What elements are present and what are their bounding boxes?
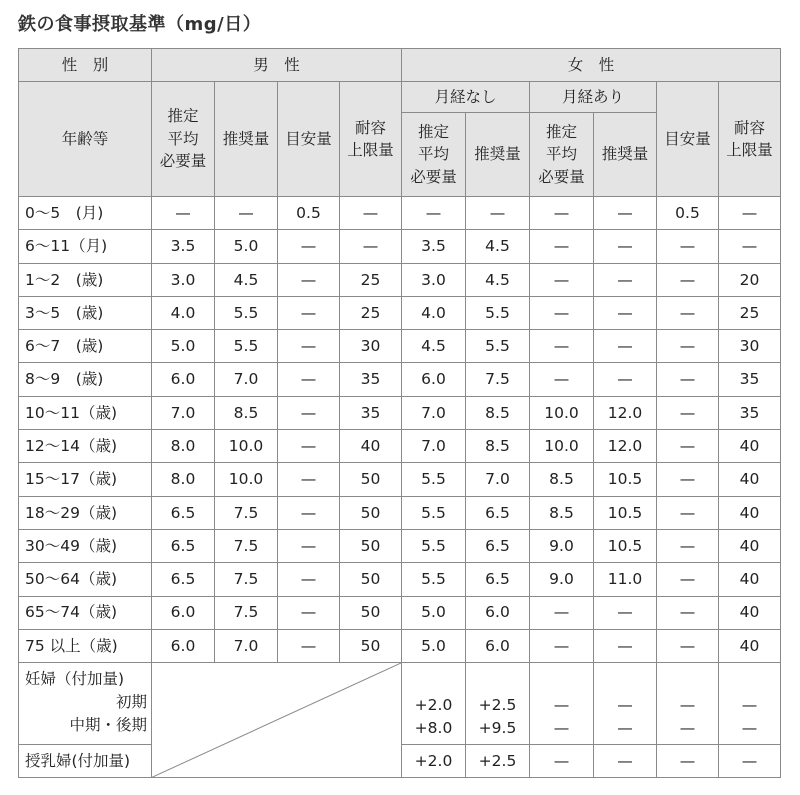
pregnant-f2-ear: [530, 663, 594, 745]
value-cell-f-ai: —: [657, 463, 719, 496]
value-cell-f2-ear: 10.0: [530, 396, 594, 429]
value-cell-m-ear: —: [152, 197, 215, 230]
table-footer-groups: [19, 663, 781, 778]
value-cell-f2-ear: 9.0: [530, 563, 594, 596]
header-f-ul: [719, 82, 781, 197]
value-cell-f2-ear: 8.5: [530, 496, 594, 529]
value-cell-f2-ear: —: [530, 330, 594, 363]
header-with-menses: 月経あり: [530, 82, 657, 113]
value-cell-m-ear: 6.0: [152, 363, 215, 396]
header-m-ul: [340, 82, 402, 197]
value-cell-f-ai: —: [657, 296, 719, 329]
value-cell-f1-ear: 4.0: [402, 296, 466, 329]
table-row: [19, 396, 781, 429]
value-cell-f2-rda: 12.0: [594, 430, 657, 463]
value-cell-f1-ear: 5.0: [402, 629, 466, 662]
value-cell-m-rda: 5.0: [215, 230, 278, 263]
header-male: 男 性: [152, 49, 402, 82]
value-cell-f1-ear: 7.0: [402, 430, 466, 463]
table-row: [19, 529, 781, 562]
header-f1-ear-line1: 推定: [417, 122, 449, 141]
value-cell-f-ul: 20: [719, 263, 781, 296]
value-cell-m-rda: 10.0: [215, 463, 278, 496]
header-m-ul-line2: 上限量: [347, 141, 394, 159]
pregnant-f1-ear-early: +2.0: [414, 695, 453, 714]
value-cell-f1-rda: 8.5: [466, 430, 530, 463]
pregnant-f1-rda-mid: +9.5: [478, 718, 517, 737]
age-group-cell: 8～9 (歳): [19, 363, 152, 396]
value-cell-m-ul: 25: [340, 296, 402, 329]
header-m-ul-line1: 耐容: [354, 118, 386, 137]
value-cell-m-ai: —: [278, 430, 340, 463]
value-cell-f2-rda: —: [594, 330, 657, 363]
header-age: 年齢等: [19, 82, 152, 197]
age-group-cell: 15～17（歳): [19, 463, 152, 496]
diagonal-slash-line: [152, 663, 401, 777]
value-cell-f1-rda: —: [466, 197, 530, 230]
value-cell-f-ul: 30: [719, 330, 781, 363]
value-cell-m-ai: —: [278, 363, 340, 396]
pregnant-label-cell: [19, 663, 152, 745]
value-cell-f1-ear: 5.5: [402, 529, 466, 562]
value-cell-m-ul: 50: [340, 629, 402, 662]
header-no-menses: 月経なし: [402, 82, 530, 113]
value-cell-m-rda: 5.5: [215, 296, 278, 329]
value-cell-f-ul: 40: [719, 430, 781, 463]
iron-intake-table-wrapper: [18, 48, 781, 778]
value-cell-f2-rda: 11.0: [594, 563, 657, 596]
value-cell-m-rda: 7.5: [215, 496, 278, 529]
value-cell-f2-ear: 8.5: [530, 463, 594, 496]
value-cell-m-rda: —: [215, 197, 278, 230]
table-row: [19, 430, 781, 463]
value-cell-f1-ear: 7.0: [402, 396, 466, 429]
value-cell-f1-rda: 7.5: [466, 363, 530, 396]
value-cell-f2-rda: —: [594, 629, 657, 662]
value-cell-m-ear: 6.5: [152, 529, 215, 562]
age-group-cell: 18～29（歳): [19, 496, 152, 529]
header-f2-ear-line2: 平均: [545, 145, 577, 164]
value-cell-f1-ear: 5.5: [402, 563, 466, 596]
value-cell-f-ai: —: [657, 230, 719, 263]
value-cell-m-ul: 35: [340, 363, 402, 396]
value-cell-f1-rda: 6.5: [466, 563, 530, 596]
pregnant-f2-rda: [594, 663, 657, 745]
table-row: [19, 596, 781, 629]
value-cell-m-ul: 50: [340, 529, 402, 562]
table-row: [19, 296, 781, 329]
age-group-cell: 1～2 (歳): [19, 263, 152, 296]
value-cell-f1-ear: 5.5: [402, 463, 466, 496]
header-m-ai: 目安量: [278, 82, 340, 197]
age-group-cell: 75 以上（歳): [19, 629, 152, 662]
value-cell-m-ai: —: [278, 563, 340, 596]
value-cell-f2-ear: —: [530, 296, 594, 329]
value-cell-f2-rda: 10.5: [594, 529, 657, 562]
age-group-cell: 30～49（歳): [19, 529, 152, 562]
age-group-cell: 12～14（歳): [19, 430, 152, 463]
value-cell-m-ai: —: [278, 496, 340, 529]
value-cell-f2-ear: —: [530, 263, 594, 296]
value-cell-f-ul: 35: [719, 396, 781, 429]
value-cell-f-ai: —: [657, 363, 719, 396]
header-f2-ear-line1: 推定: [545, 122, 577, 141]
value-cell-f-ai: —: [657, 563, 719, 596]
value-cell-f2-rda: —: [594, 263, 657, 296]
value-cell-f1-ear: 6.0: [402, 363, 466, 396]
pregnant-f2-rda-early: —: [617, 695, 633, 714]
value-cell-m-ul: 35: [340, 396, 402, 429]
header-f-ul-line1: 耐容: [733, 118, 765, 137]
value-cell-f-ai: —: [657, 596, 719, 629]
pregnant-row: [19, 663, 781, 745]
value-cell-f-ul: 35: [719, 363, 781, 396]
value-cell-f2-ear: —: [530, 596, 594, 629]
pregnant-f2-rda-mid: —: [617, 718, 633, 737]
value-cell-m-ai: —: [278, 529, 340, 562]
header-f1-ear-line2: 平均: [417, 145, 449, 164]
value-cell-f-ai: —: [657, 263, 719, 296]
male-not-applicable-cell: [152, 663, 402, 778]
value-cell-m-ear: 5.0: [152, 330, 215, 363]
value-cell-f-ai: —: [657, 529, 719, 562]
pregnant-f-ai: [657, 663, 719, 745]
value-cell-f2-rda: 10.5: [594, 496, 657, 529]
value-cell-f1-ear: 4.5: [402, 330, 466, 363]
value-cell-m-ear: 6.5: [152, 563, 215, 596]
value-cell-f2-ear: —: [530, 363, 594, 396]
header-f1-rda: 推奨量: [466, 113, 530, 197]
table-row: [19, 230, 781, 263]
header-sex: 性 別: [19, 49, 152, 82]
value-cell-f1-ear: —: [402, 197, 466, 230]
value-cell-m-ai: —: [278, 629, 340, 662]
pregnant-f1-ear: [402, 663, 466, 745]
age-group-cell: 6～11（月): [19, 230, 152, 263]
value-cell-f2-rda: —: [594, 296, 657, 329]
header-f1-ear-line3: 必要量: [410, 167, 457, 186]
age-group-cell: 10～11（歳): [19, 396, 152, 429]
value-cell-m-rda: 7.5: [215, 529, 278, 562]
table-row: [19, 629, 781, 662]
header-f2-rda: 推奨量: [594, 113, 657, 197]
lactating-f-ul: —: [719, 745, 781, 778]
pregnant-label: 妊婦（付加量): [25, 670, 125, 689]
value-cell-m-ear: 8.0: [152, 463, 215, 496]
value-cell-m-ai: —: [278, 596, 340, 629]
header-f-ai: 目安量: [657, 82, 719, 197]
value-cell-f-ul: —: [719, 230, 781, 263]
value-cell-m-ai: —: [278, 296, 340, 329]
value-cell-m-ul: 40: [340, 430, 402, 463]
header-m-ear-line2: 平均: [167, 129, 199, 148]
value-cell-m-ear: 3.0: [152, 263, 215, 296]
value-cell-m-ul: 50: [340, 563, 402, 596]
table-row: [19, 363, 781, 396]
lactating-f2-ear: —: [530, 745, 594, 778]
value-cell-m-ai: —: [278, 263, 340, 296]
pregnant-f1-rda-early: +2.5: [478, 695, 517, 714]
value-cell-m-ul: 50: [340, 596, 402, 629]
value-cell-f-ul: —: [719, 197, 781, 230]
value-cell-f-ul: 40: [719, 463, 781, 496]
value-cell-f-ul: 40: [719, 529, 781, 562]
header-f1-ear: [402, 113, 466, 197]
value-cell-f1-rda: 6.5: [466, 529, 530, 562]
pregnant-f-ul-early: —: [741, 695, 758, 714]
value-cell-f2-rda: —: [594, 197, 657, 230]
value-cell-m-rda: 7.0: [215, 363, 278, 396]
pregnant-mid-late-label: 中期・後期: [69, 716, 147, 735]
value-cell-m-rda: 7.0: [215, 629, 278, 662]
header-m-ear-line1: 推定: [167, 107, 199, 126]
value-cell-f1-rda: 7.0: [466, 463, 530, 496]
value-cell-f1-ear: 3.0: [402, 263, 466, 296]
pregnant-f1-rda: [466, 663, 530, 745]
lactating-label: 授乳婦(付加量): [19, 745, 152, 778]
table-header: [19, 49, 781, 197]
value-cell-f2-ear: —: [530, 197, 594, 230]
value-cell-f2-rda: —: [594, 230, 657, 263]
value-cell-m-ai: 0.5: [278, 197, 340, 230]
header-female: 女 性: [402, 49, 781, 82]
pregnant-f2-ear-early: —: [553, 695, 570, 714]
pregnant-f-ai-early: —: [679, 695, 696, 714]
lactating-f-ai: —: [657, 745, 719, 778]
table-row: [19, 197, 781, 230]
table-row: [19, 496, 781, 529]
value-cell-f2-ear: 9.0: [530, 529, 594, 562]
value-cell-f-ul: 40: [719, 596, 781, 629]
age-group-cell: 6～7 (歳): [19, 330, 152, 363]
pregnant-f-ai-mid: —: [679, 718, 696, 737]
pregnant-f2-ear-mid: —: [553, 718, 570, 737]
value-cell-f-ul: 40: [719, 496, 781, 529]
header-row-menses: [19, 82, 781, 113]
table-row: [19, 263, 781, 296]
value-cell-f1-rda: 8.5: [466, 396, 530, 429]
value-cell-m-rda: 4.5: [215, 263, 278, 296]
pregnant-f-ul-mid: —: [741, 718, 758, 737]
value-cell-f-ai: —: [657, 629, 719, 662]
value-cell-f2-ear: —: [530, 629, 594, 662]
iron-intake-table: [18, 48, 781, 778]
value-cell-f2-ear: 10.0: [530, 430, 594, 463]
value-cell-f1-rda: 6.5: [466, 496, 530, 529]
header-f2-ear-line3: 必要量: [538, 167, 585, 186]
value-cell-m-ear: 8.0: [152, 430, 215, 463]
value-cell-f1-rda: 4.5: [466, 230, 530, 263]
value-cell-m-ul: —: [340, 197, 402, 230]
pregnant-early-label: 初期: [115, 693, 147, 712]
value-cell-f2-rda: —: [594, 363, 657, 396]
value-cell-m-ul: 50: [340, 496, 402, 529]
table-row: [19, 563, 781, 596]
value-cell-m-ear: 7.0: [152, 396, 215, 429]
age-group-cell: 3～5 (歳): [19, 296, 152, 329]
value-cell-f-ul: 40: [719, 563, 781, 596]
value-cell-m-rda: 8.5: [215, 396, 278, 429]
table-row: [19, 463, 781, 496]
value-cell-f-ul: 25: [719, 296, 781, 329]
header-m-ear-line3: 必要量: [159, 152, 207, 171]
value-cell-m-ai: —: [278, 230, 340, 263]
pregnant-f-ul: [719, 663, 781, 745]
value-cell-f1-rda: 4.5: [466, 263, 530, 296]
pregnant-f1-ear-mid: +8.0: [414, 718, 453, 737]
value-cell-f-ai: 0.5: [657, 197, 719, 230]
value-cell-m-rda: 7.5: [215, 563, 278, 596]
value-cell-m-ul: —: [340, 230, 402, 263]
table-body: [19, 197, 781, 663]
value-cell-m-ai: —: [278, 330, 340, 363]
value-cell-m-ul: 50: [340, 463, 402, 496]
header-m-ear: [152, 82, 215, 197]
value-cell-f1-rda: 6.0: [466, 596, 530, 629]
value-cell-f2-ear: —: [530, 230, 594, 263]
lactating-f1-rda: +2.5: [466, 745, 530, 778]
header-f-ul-line2: 上限量: [726, 141, 773, 159]
value-cell-m-ul: 30: [340, 330, 402, 363]
age-group-cell: 65～74（歳): [19, 596, 152, 629]
value-cell-m-ai: —: [278, 463, 340, 496]
value-cell-f1-ear: 5.5: [402, 496, 466, 529]
value-cell-m-ear: 6.0: [152, 629, 215, 662]
value-cell-f1-rda: 6.0: [466, 629, 530, 662]
value-cell-f1-ear: 5.0: [402, 596, 466, 629]
lactating-f1-ear: +2.0: [402, 745, 466, 778]
value-cell-f2-rda: —: [594, 596, 657, 629]
value-cell-f1-rda: 5.5: [466, 296, 530, 329]
value-cell-f-ul: 40: [719, 629, 781, 662]
value-cell-f2-rda: 10.5: [594, 463, 657, 496]
value-cell-f-ai: —: [657, 430, 719, 463]
value-cell-f-ai: —: [657, 396, 719, 429]
value-cell-f1-rda: 5.5: [466, 330, 530, 363]
header-row-sex: [19, 49, 781, 82]
value-cell-m-ear: 6.5: [152, 496, 215, 529]
value-cell-m-rda: 5.5: [215, 330, 278, 363]
value-cell-f1-ear: 3.5: [402, 230, 466, 263]
value-cell-m-ai: —: [278, 396, 340, 429]
age-group-cell: 50～64（歳): [19, 563, 152, 596]
header-m-rda: 推奨量: [215, 82, 278, 197]
value-cell-m-rda: 10.0: [215, 430, 278, 463]
value-cell-f2-rda: 12.0: [594, 396, 657, 429]
table-row: [19, 330, 781, 363]
value-cell-m-ear: 6.0: [152, 596, 215, 629]
value-cell-m-ear: 3.5: [152, 230, 215, 263]
value-cell-f-ai: —: [657, 330, 719, 363]
value-cell-f-ai: —: [657, 496, 719, 529]
value-cell-m-ear: 4.0: [152, 296, 215, 329]
value-cell-m-rda: 7.5: [215, 596, 278, 629]
table-title: 鉄の食事摂取基準（mg/日）: [18, 14, 262, 35]
lactating-f2-rda: —: [594, 745, 657, 778]
header-f2-ear: [530, 113, 594, 197]
age-group-cell: 0～5 (月): [19, 197, 152, 230]
value-cell-m-ul: 25: [340, 263, 402, 296]
